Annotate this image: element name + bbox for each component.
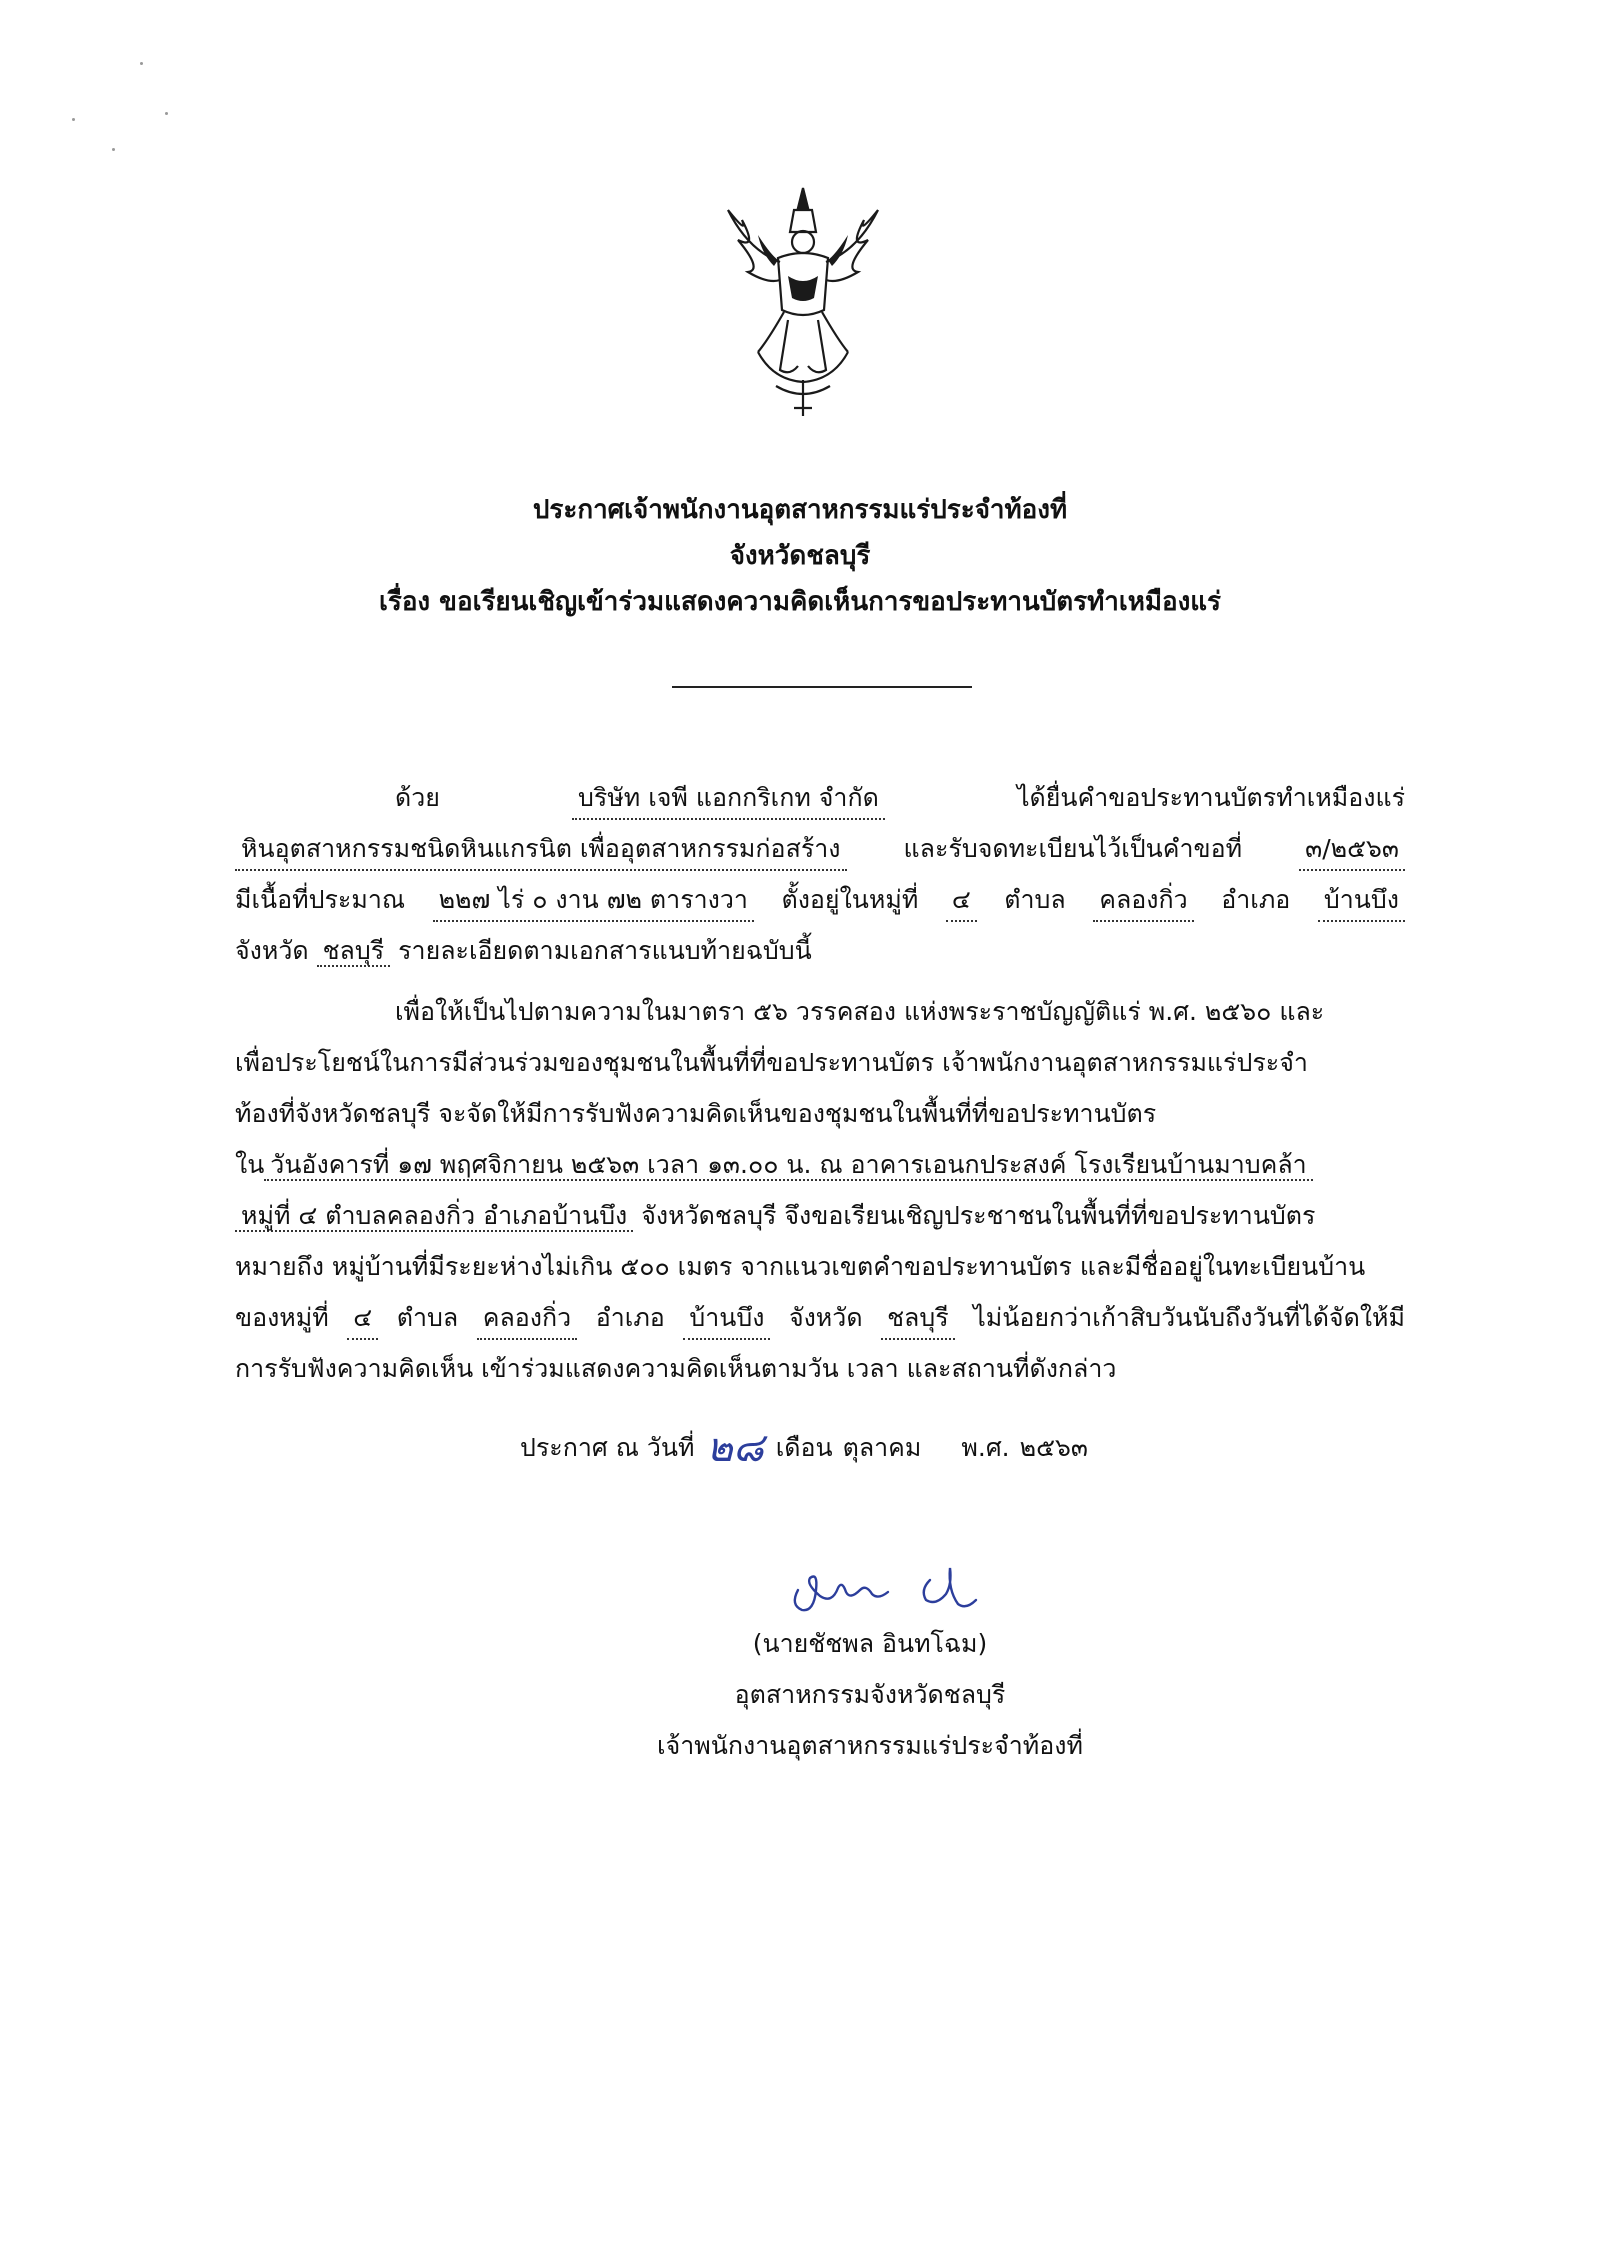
para2-line-6: หมายถึง หมู่บ้านที่มีระยะห่างไม่เกิน ๕๐๐ เมตร จากแนวเขตคำขอประทานบัตร และมีชื่ออยู่ในทะเบียนบ้าน [235, 1252, 1366, 1281]
text: เดือน [775, 1433, 833, 1462]
moo-field: ๔ [347, 1298, 378, 1340]
text: และรับจดทะเบียนไว้เป็นคำขอที่ [903, 834, 1243, 863]
handwritten-day: ๒๘ [706, 1425, 764, 1471]
text: พ.ศ. [961, 1433, 1010, 1462]
para1-line-4 [235, 931, 1405, 971]
para1-line-2 [235, 829, 1405, 871]
scan-speck [72, 118, 75, 121]
text: อำเภอ [595, 1303, 665, 1332]
para2-line-3: ท้องที่จังหวัดชลบุรี จะจัดให้มีการรับฟังความคิดเห็นของชุมชนในพื้นที่ที่ขอประทานบัตร [235, 1099, 1157, 1128]
scan-speck [112, 148, 115, 151]
text: ได้ยื่นคำขอประทานบัตรทำเหมืองแร่ [1016, 783, 1405, 812]
text: จังหวัด [235, 936, 309, 965]
venue-field: หมู่ที่ ๔ ตำบลคลองกิ่ว อำเภอบ้านบึง [235, 1201, 633, 1232]
signatory-position-1: อุตสาหกรรมจังหวัดชลบุรี [734, 1680, 1006, 1709]
amphoe-field: บ้านบึง [1318, 880, 1405, 922]
header-line-1: ประกาศเจ้าพนักงานอุตสาหกรรมแร่ประจำท้องที่ [532, 495, 1068, 525]
meeting-datetime-field: วันอังคารที่ ๑๗ พฤศจิกายน ๒๕๖๓ เวลา ๑๓.๐๐ น. ณ อาคารเอนกประสงค์ โรงเรียนบ้านมาบคล้า [264, 1150, 1312, 1181]
mineral-type-field: หินอุตสาหกรรมชนิดหินแกรนิต เพื่ออุตสาหกรรมก่อสร้าง [235, 829, 847, 871]
text: ประกาศ ณ วันที่ [520, 1433, 695, 1462]
amphoe-field: บ้านบึง [683, 1298, 770, 1340]
handwritten-signature [780, 1550, 1000, 1620]
province-field: ชลบุรี [317, 936, 391, 967]
para2-line-7 [235, 1298, 1405, 1340]
text: ใน [235, 1150, 265, 1179]
para2-line-4 [235, 1145, 1405, 1185]
month: ตุลาคม [842, 1433, 922, 1462]
text: จังหวัด [788, 1303, 863, 1332]
para2-line-1: เพื่อให้เป็นไปตามความในมาตรา ๕๖ วรรคสอง แห่งพระราชบัญญัติแร่ พ.ศ. ๒๕๖๐ และ [395, 997, 1325, 1026]
para1-line-3 [235, 880, 1405, 922]
request-number-field: ๓/๒๕๖๓ [1299, 829, 1405, 871]
text: ตั้งอยู่ในหมู่ที่ [781, 885, 919, 914]
tambon-field: คลองกิ่ว [477, 1298, 577, 1340]
header-subject: เรื่อง ขอเรียนเชิญเข้าร่วมแสดงความคิดเห็นการขอประทานบัตรทำเหมืองแร่ [378, 587, 1222, 617]
para2-line-2: เพื่อประโยชน์ในการมีส่วนร่วมของชุมชนในพื้นที่ที่ขอประทานบัตร เจ้าพนักงานอุตสาหกรรมแร่ประจำ [235, 1048, 1308, 1077]
text: รายละเอียดตามเอกสารแนบท้ายฉบับนี้ [398, 936, 812, 965]
para2-line-8: การรับฟังความคิดเห็น เข้าร่วมแสดงความคิดเห็นตามวัน เวลา และสถานที่ดังกล่าว [235, 1354, 1117, 1383]
scan-speck [165, 112, 168, 115]
moo-field: ๔ [946, 880, 977, 922]
text: ตำบล [396, 1303, 459, 1332]
text: จังหวัดชลบุรี จึงขอเรียนเชิญประชาชนในพื้นที่ที่ขอประทานบัตร [641, 1201, 1316, 1230]
para2-line-5 [235, 1196, 1405, 1236]
area-field: ๒๒๗ ไร่ ๐ งาน ๗๒ ตารางวา [433, 880, 754, 922]
province-field: ชลบุรี [881, 1298, 955, 1340]
header-divider [672, 686, 972, 688]
signatory-position-2: เจ้าพนักงานอุตสาหกรรมแร่ประจำท้องที่ [657, 1731, 1083, 1760]
company-name-field: บริษัท เจพี แอกกริเกท จำกัด [572, 778, 885, 820]
header-line-2: จังหวัดชลบุรี [729, 541, 871, 571]
text: มีเนื้อที่ประมาณ [235, 885, 406, 914]
text: ตำบล [1004, 885, 1066, 914]
year: ๒๕๖๓ [1019, 1433, 1088, 1462]
text: อำเภอ [1221, 885, 1291, 914]
scan-speck [140, 62, 143, 65]
announcement-date [520, 1425, 1088, 1471]
text: ไม่น้อยกว่าเก้าสิบวันนับถึงวันที่ได้จัดให้มี [973, 1303, 1405, 1332]
signatory-name: (นายชัชพล อินทโฉม) [752, 1629, 988, 1658]
garuda-emblem [718, 180, 888, 420]
text: ของหมู่ที่ [235, 1303, 329, 1332]
text: ด้วย [395, 783, 440, 812]
tambon-field: คลองกิ่ว [1093, 880, 1193, 922]
para1-line-1 [395, 778, 1405, 820]
